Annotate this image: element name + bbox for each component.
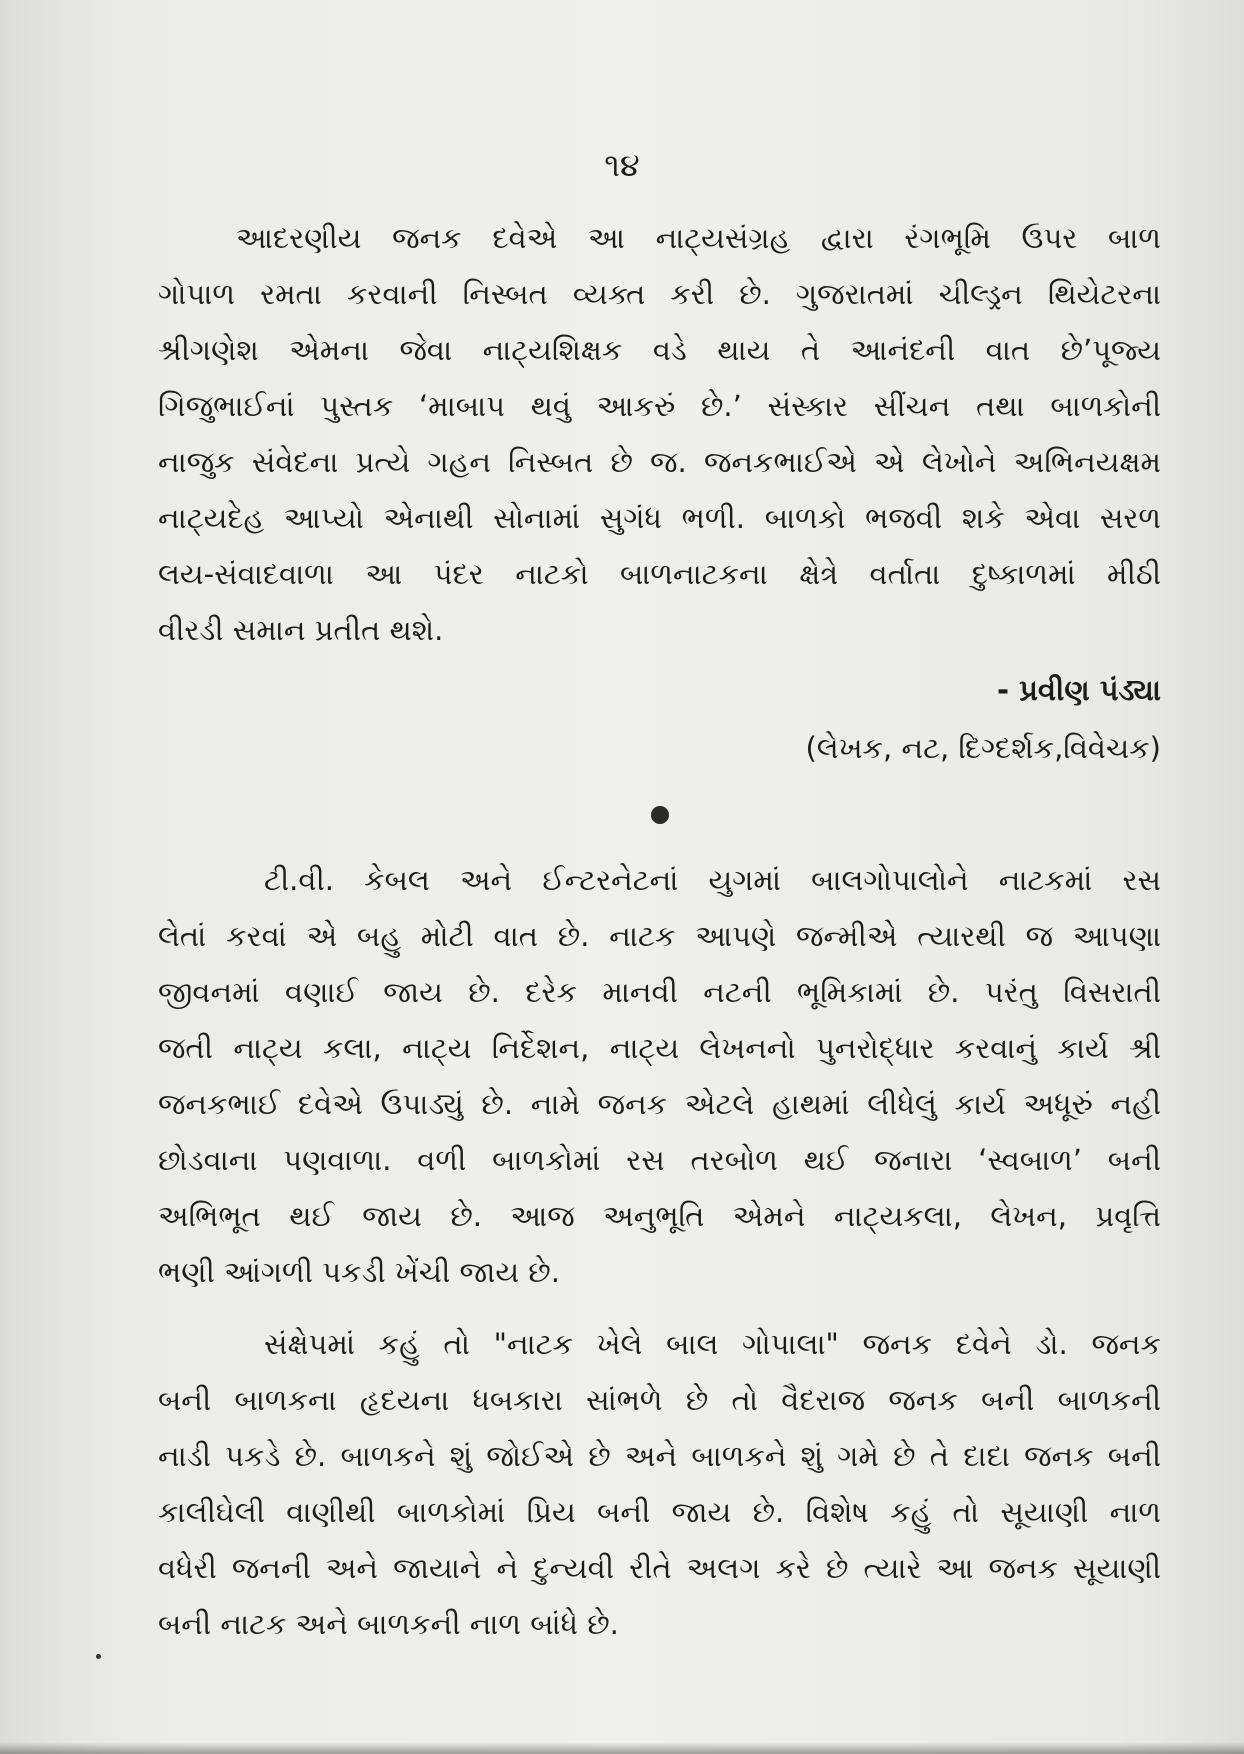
review-2-paragraph-2 — [158, 1316, 1161, 1652]
page-bottom-edge — [0, 1742, 1244, 1754]
text-line: આદરણીય જનક દવેએ આ નાટ્યસંગ્રહ દ્વારા રંગભૂમિ ઉપર બાળ — [236, 221, 1161, 255]
text-line: લેતાં કરવાં એ બહુ મોટી વાત છે. નાટક આપણે જન્મીએ ત્યારથી જ આપણા — [158, 919, 1161, 953]
text-line: નાજુક સંવેદના પ્રત્યે ગહન નિસ્બત છે જ. જનકભાઈએ એ લેખોને અભિનયક્ષમ — [158, 445, 1161, 479]
text-line: અભિભૂત થઈ જાય છે. આજ અનુભૂતિ એમને નાટ્યકલા, લેખન, પ્રવૃત્તિ — [158, 1199, 1161, 1233]
text-line: ભણી આંગળી પકડી ખેંચી જાય છે. — [158, 1255, 560, 1289]
text-line: ટી.વી. કેબલ અને ઈન્ટરનેટનાં યુગમાં બાલગોપાલોને નાટકમાં રસ — [264, 863, 1161, 897]
text-line: જીવનમાં વણાઈ જાય છે. દરેક માનવી નટની ભૂમિકામાં છે. પરંતુ વિસરાતી — [158, 975, 1161, 1009]
text-line: બની નાટક અને બાળકની નાળ બાંધે છે. — [158, 1607, 619, 1641]
text-line: છોડવાના પણવાળા. વળી બાળકોમાં રસ તરબોળ થઈ જનારા ‘સ્વબાળ’ બની — [158, 1143, 1161, 1177]
text-line: ગોપાળ રમતા કરવાની નિસ્બત વ્યક્ત કરી છે. ગુજરાતમાં ચીલ્ડ્રન થિયેટરના — [158, 277, 1161, 311]
text-line: જતી નાટ્ય કલા, નાટ્ય નિર્દેશન, નાટ્ય લેખનનો પુનરોદ્ધાર કરવાનું કાર્ય શ્રી — [158, 1031, 1161, 1065]
text-line: વીરડી સમાન પ્રતીત થશે. — [158, 613, 444, 647]
text-line: બની બાળકના હૃદયના ધબકારા સાંભળે છે તો વૈદરાજ જનક બની બાળકની — [158, 1383, 1161, 1417]
text-line: સંક્ષેપમાં કહું તો "નાટક ખેલે બાલ ગોપાલા" જનક દવેને ડો. જનક — [264, 1327, 1161, 1361]
section-separator-bullet — [651, 806, 669, 824]
review-1-paragraph — [158, 210, 1161, 658]
review-2-paragraph-1 — [158, 852, 1161, 1300]
review-1-author: - પ્રવીણ પંડ્યા — [997, 673, 1161, 707]
text-line: જનકભાઈ દવેએ ઉપાડ્યું છે. નામે જનક એટલે હાથમાં લીધેલું કાર્ય અધૂરું નહી — [158, 1087, 1161, 1121]
ink-speck — [96, 1654, 101, 1659]
text-line: નાડી પકડે છે. બાળકને શું જોઈએ છે અને બાળકને શું ગમે છે તે દાદા જનક બની — [158, 1439, 1161, 1473]
text-line: લય-સંવાદવાળા આ પંદર નાટકો બાળનાટકના ક્ષેત્રે વર્તાતા દુષ્કાળમાં મીઠી — [158, 557, 1161, 591]
review-1-author-roles: (લેખક, નટ, દિગ્દર્શક,વિવેચક) — [805, 731, 1161, 765]
text-line: કાલીઘેલી વાણીથી બાળકોમાં પ્રિય બની જાય છે. વિશેષ કહું તો સૂયાણી નાળ — [158, 1495, 1161, 1529]
text-line: વધેરી જનની અને જાયાને ને દુન્યવી રીતે અલગ કરે છે ત્યારે આ જનક સૂયાણી — [158, 1551, 1161, 1585]
page-number: ૧૪ — [604, 146, 640, 184]
text-line: શ્રીગણેશ એમના જેવા નાટ્યશિક્ષક વડે થાય તે આનંદની વાત છે’પૂજ્ય — [158, 333, 1161, 367]
text-line: ગિજુભાઈનાં પુસ્તક ‘માબાપ થવું આકરું છે.’ સંસ્કાર સીંચન તથા બાળકોની — [158, 389, 1161, 423]
text-line: નાટ્યદેહ આપ્યો એનાથી સોનામાં સુગંધ ભળી. બાળકો ભજવી શકે એવા સરળ — [158, 501, 1161, 535]
